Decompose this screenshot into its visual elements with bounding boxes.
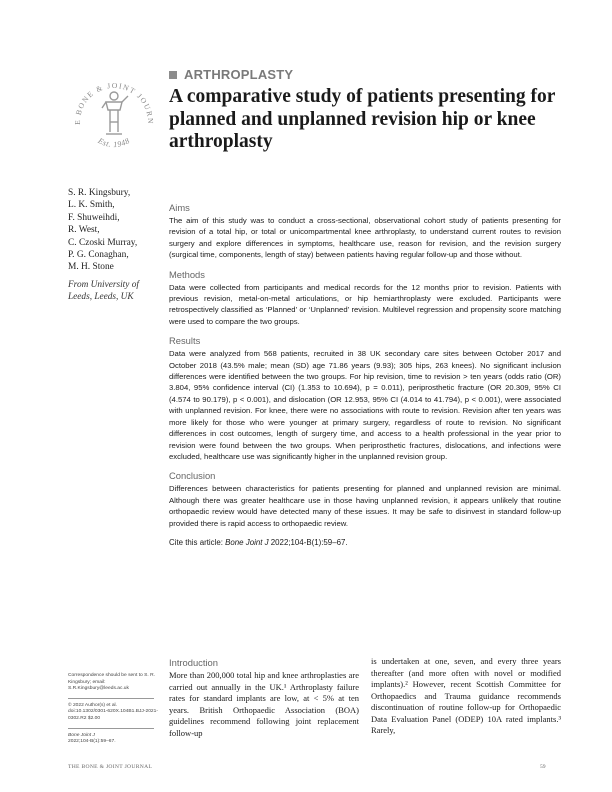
cite-label: Cite this article: xyxy=(169,537,223,547)
logo-journal-name: E BONE & JOINT JOURN xyxy=(72,80,156,125)
results-text: Data were analyzed from 568 patients, recruited in 38 UK secondary care sites between October 2017 and October 2018 (43.5% male; mean (SD) age 71.86 years (9.93); 305 hips, 263 knees). No significant inclusion differences were identified between the two groups. For hip revision, time to revision > ten years (odds ratio (OR) 3.804, 95% confidence interval (CI) (1.353 to 10.694), p = 0.011), periprosthetic fracture (OR 20.309, 95% CI (4.574 to 90.179), p < 0.001), and dislocation (OR 12.953, 95% CI (4.014 to 41.794), p < 0.001), were associated with unplanned revision. For knee, there were no associations with route to revision. Revision after ten years was more likely for those who were younger at primary surgery, regardless of route to revision. No significant differences in cost outcomes, length of surgery time, and access to a health professional in the year prior to revision were found between the two groups. When periprosthetic fractures, dislocations, and infections were excluded, healthcare use was significantly higher in the unplanned revision group. xyxy=(169,349,561,461)
author: C. Czoski Murray, xyxy=(68,237,138,248)
intro-column-1: More than 200,000 total hip and knee arthroplasties are carried out annually in the UK.¹ Arthroplasty failure rates for standard implants are low, at < 5% at ten years. British Orthopaedic Association (BOA) guidelines recommend following joint replacement follow-up xyxy=(169,670,359,738)
author: R. West, xyxy=(68,225,100,236)
logo-established: Est. 1948 xyxy=(96,136,132,150)
section-tag xyxy=(169,67,293,82)
svg-text:Est. 1948 xyxy=(96,136,132,150)
cite-journal: Bone Joint J xyxy=(225,537,269,547)
author: P. G. Conaghan, xyxy=(68,250,129,261)
author: F. Shuweihdi, xyxy=(68,212,120,223)
journal-logo xyxy=(66,62,162,174)
author: M. H. Stone xyxy=(68,262,114,273)
correspondence-box xyxy=(68,673,158,746)
doi: doi:10.1302/0301-620X.104B1.BJJ-2021-0302.R2 $2.00 xyxy=(68,709,159,721)
section-square-icon xyxy=(169,71,177,79)
author: S. R. Kingsbury, xyxy=(68,188,131,198)
affiliation: From University of Leeds, Leeds, UK xyxy=(68,280,139,302)
author-list xyxy=(68,187,163,274)
results-heading: Results xyxy=(169,335,201,347)
intro-column-2: is undertaken at one, seven, and every three years thereafter (and more often with novel or modified implants).² However, recent Scottish Committee for Orthopaedics and Trauma guidance recommends discontinuation of routine follow-up for Orthopaedic Data Evaluation Panel (ODEP) 10A rated implants.³ Rarely, xyxy=(371,656,561,735)
conclusion-text: Differences between characteristics for patients presenting for planned and unplanned revision are minimal. Although there was greater healthcare use in those having unplanned revision, it appears unlikely that routine orthopaedic review would have detected many of these issues. It may be safe to disinvest in standard follow-up provided there is rapid access to orthopaedic review. xyxy=(169,484,561,528)
conclusion-heading: Conclusion xyxy=(169,470,216,482)
article-title: A comparative study of patients presenting for planned and unplanned revision hip or knee arthroplasty xyxy=(169,86,556,152)
methods-heading: Methods xyxy=(169,268,205,280)
author: L. K. Smith, xyxy=(68,200,115,211)
divider xyxy=(68,728,154,729)
divider xyxy=(68,698,154,699)
intro-heading: Introduction xyxy=(169,657,218,668)
aims-heading: Aims xyxy=(169,202,190,213)
citation xyxy=(169,537,561,548)
footer-journal: THE BONE & JOINT JOURNAL xyxy=(68,764,153,770)
cite-ref: 2022;104-B(1):59–67. xyxy=(270,537,348,547)
bone-joint-journal-logo-icon xyxy=(66,62,162,174)
copyright: © 2022 Author(s) et al. xyxy=(68,702,118,708)
page-number: 59 xyxy=(540,764,546,770)
correspondence-line: Correspondence should be sent to S. R. Kingsbury; email: S.R.Kingsbury@leeds.ac.uk xyxy=(68,673,155,692)
journal-ref: Bone Joint J xyxy=(68,732,95,738)
journal-ref-volume: 2022;104-B(1):59–67. xyxy=(68,739,116,745)
aims-text: The aim of this study was to conduct a cross-sectional, observational cohort study of patients presenting for revision of a total hip, or total or unicompartmental knee arthroplasty, to understand current routes to revision surgery and explore differences in symptoms, healthcare use, reason for revision, and the revision surgery (surgical time, components, length of stay) between patients having regular follow-up and those without. xyxy=(169,216,561,260)
abstract xyxy=(169,202,561,548)
section-label: ARTHROPLASTY xyxy=(184,67,294,82)
methods-text: Data were collected from participants and medical records for the 12 months prior to revision. Patients with previous revision, metal-on-metal articulations, or hip hemiarthroplasty were excluded. Participants were retrospectively classified as ‘Planned’ or ‘Unplanned’ revision. Multilevel regression and propensity score matching were used to compare the two groups. xyxy=(169,282,561,326)
